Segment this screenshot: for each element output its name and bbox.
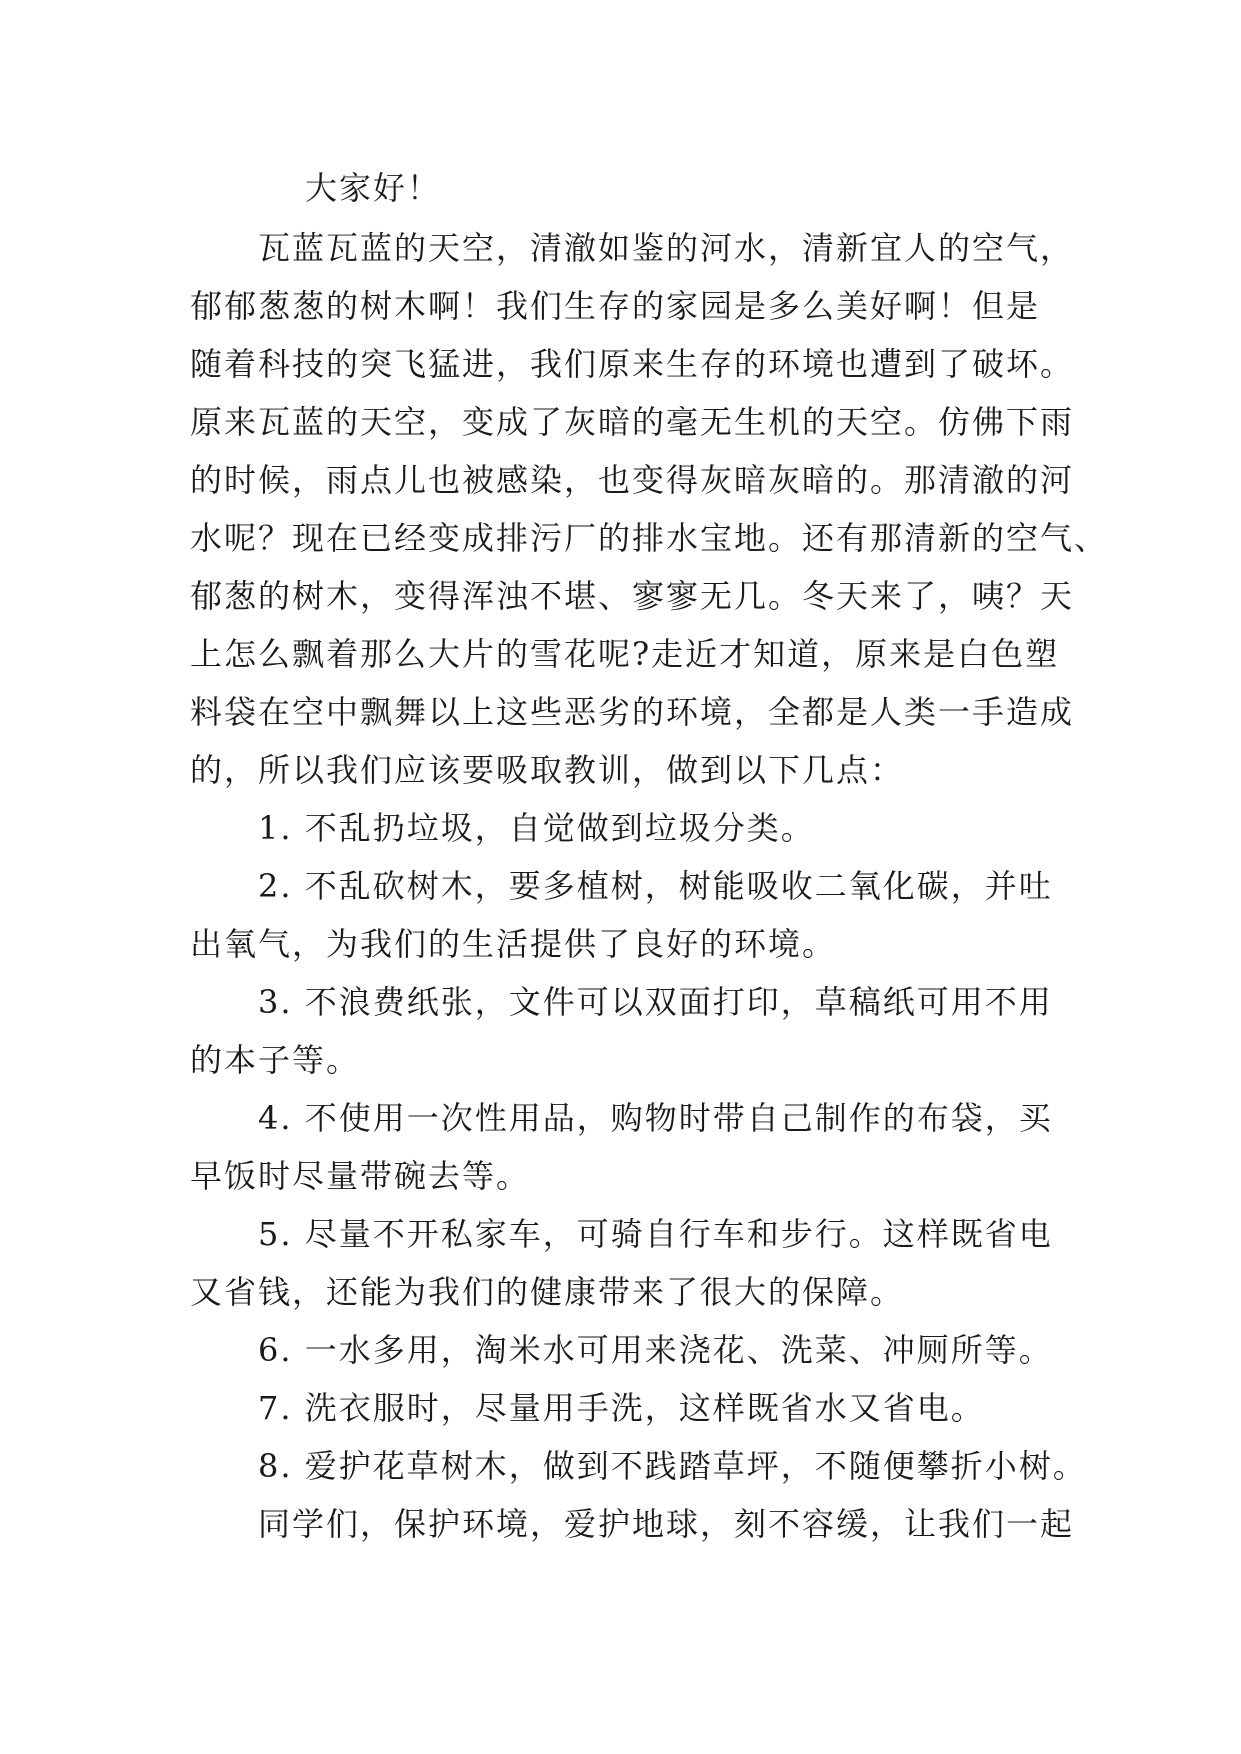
list-item-5-cont: 又省钱，还能为我们的健康带来了很大的保障。 <box>190 1273 905 1311</box>
paragraph-line: 的，所以我们应该要吸取教训，做到以下几点： <box>190 751 905 789</box>
list-item-2-cont: 出氧气，为我们的生活提供了良好的环境。 <box>190 925 837 963</box>
list-item-3-cont: 的本子等。 <box>190 1041 361 1079</box>
paragraph-line: 随着科技的突飞猛进，我们原来生存的环境也遭到了破坏。 <box>190 345 1075 383</box>
list-item-1: 1. 不乱扔垃圾，自觉做到垃圾分类。 <box>258 809 815 847</box>
paragraph-line: 料袋在空中飘舞以上这些恶劣的环境，全都是人类一手造成 <box>190 693 1075 731</box>
paragraph-line: 郁郁葱葱的树木啊！我们生存的家园是多么美好啊！但是 <box>190 287 1041 325</box>
paragraph-line: 郁葱的树木，变得浑浊不堪、寥寥无几。冬天来了，咦？天 <box>190 577 1075 615</box>
paragraph-line: 瓦蓝瓦蓝的天空，清澈如鉴的河水，清新宜人的空气， <box>258 229 1075 267</box>
paragraph-line: 水呢？现在已经变成排污厂的排水宝地。还有那清新的空气、 <box>190 519 1109 557</box>
list-item-7: 7. 洗衣服时，尽量用手洗，这样既省水又省电。 <box>258 1389 985 1427</box>
list-item-3: 3. 不浪费纸张，文件可以双面打印，草稿纸可用不用 <box>258 983 1053 1021</box>
greeting: 大家好！ <box>305 169 442 207</box>
paragraph-line: 原来瓦蓝的天空，变成了灰暗的毫无生机的天空。仿佛下雨 <box>190 403 1075 441</box>
list-item-4-cont: 早饭时尽量带碗去等。 <box>190 1157 531 1195</box>
list-item-2: 2. 不乱砍树木，要多植树，树能吸收二氧化碳，并吐 <box>258 867 1053 905</box>
paragraph-line: 上怎么飘着那么大片的雪花呢?走近才知道，原来是白色塑 <box>190 635 1060 673</box>
list-item-4: 4. 不使用一次性用品，购物时带自己制作的布袋，买 <box>258 1099 1053 1137</box>
list-item-6: 6. 一水多用，淘米水可用来浇花、洗菜、冲厕所等。 <box>258 1331 1053 1369</box>
paragraph-line: 的时候，雨点儿也被感染，也变得灰暗灰暗的。那清澈的河 <box>190 461 1075 499</box>
closing-line: 同学们，保护环境，爱护地球，刻不容缓，让我们一起 <box>258 1505 1075 1543</box>
list-item-5: 5. 尽量不开私家车，可骑自行车和步行。这样既省电 <box>258 1215 1053 1253</box>
list-item-8: 8. 爱护花草树木，做到不践踏草坪，不随便攀折小树。 <box>258 1447 1087 1485</box>
